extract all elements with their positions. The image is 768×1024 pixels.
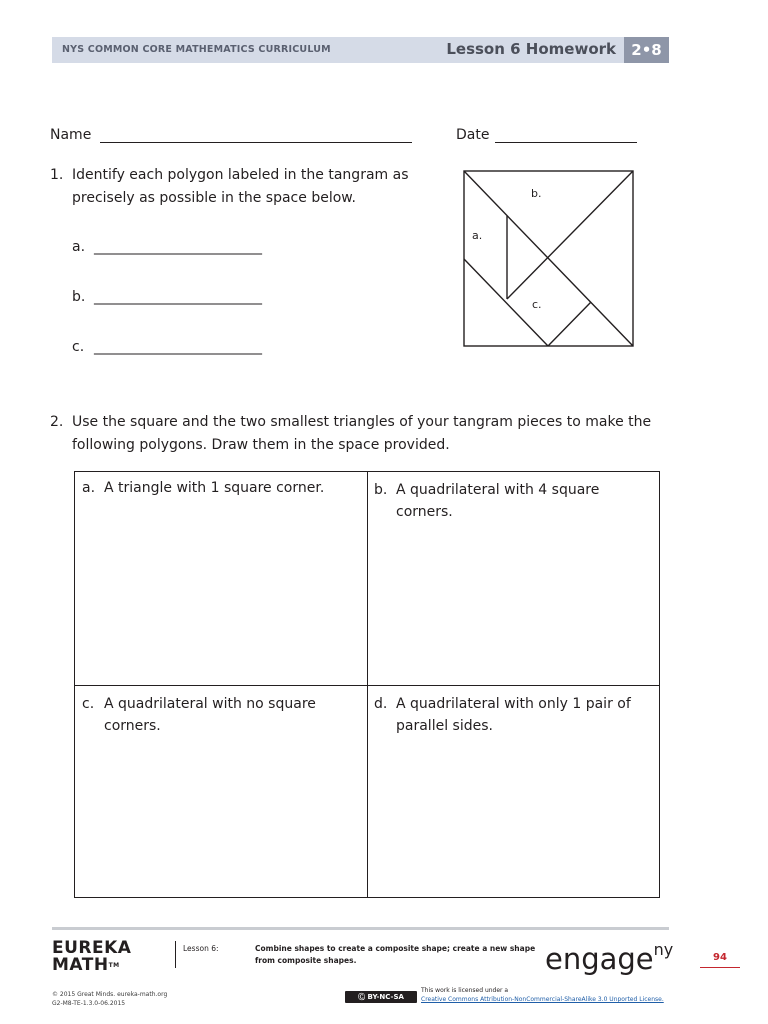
cell-c[interactable] [82, 693, 362, 737]
answer-c-letter: c. [72, 339, 85, 355]
problem-2-text-line2: following polygons. Draw them in the space provided. [72, 437, 450, 453]
license-link[interactable]: Creative Commons Attribution-NonCommercial-ShareAlike 3.0 Unported License. [421, 996, 664, 1003]
page-number-rule [700, 967, 740, 968]
curriculum-title: NYS COMMON CORE MATHEMATICS CURRICULUM [62, 44, 331, 55]
cell-b-line2: corners. [396, 504, 453, 520]
name-label: Name [50, 127, 92, 143]
cell-d-line1: A quadrilateral with only 1 pair of [396, 696, 631, 712]
answer-a-letter: a. [72, 239, 86, 255]
page-number: 94 [713, 952, 727, 963]
date-label: Date [456, 127, 490, 143]
cell-c-line1: A quadrilateral with no square [104, 696, 316, 712]
problem-1-text-line2: precisely as possible in the space below. [72, 190, 356, 206]
cc-badge-text: BY-NC-SA [367, 993, 404, 1001]
cell-b-line1: A quadrilateral with 4 square [396, 482, 600, 498]
cell-a-letter: a. [82, 480, 96, 496]
cc-icon: Ⓒ [358, 993, 368, 1001]
copyright-line2: G2-M8-TE-1.3.0-06.2015 [52, 1000, 126, 1007]
answer-b-letter: b. [72, 289, 86, 305]
footer-lesson-desc-line1: Combine shapes to create a composite shape; create a new shape [255, 944, 536, 953]
tangram-diagonal-upper [464, 171, 548, 258]
answer-b-blank[interactable]: ________________________ [94, 289, 262, 305]
brand-line1: EUREKA [52, 938, 132, 958]
tangram-figure [463, 170, 634, 347]
license-text: This work is licensed under a [421, 987, 509, 994]
copyright-line1: © 2015 Great Minds. eureka-math.org [52, 991, 168, 998]
problem-2-number: 2. [50, 414, 64, 430]
cell-a[interactable] [82, 477, 362, 499]
cell-c-letter: c. [82, 696, 95, 712]
eureka-math-logo: EUREKA MATH™ [52, 938, 132, 975]
engage-text: engage [545, 942, 654, 976]
tangram-label-c: c. [532, 298, 542, 311]
problem-1-text-line1: Identify each polygon labeled in the tangram as [72, 167, 409, 183]
name-line[interactable] [100, 142, 412, 143]
footer-divider [175, 941, 176, 968]
cc-license-badge[interactable] [345, 991, 417, 1003]
brand-line2: MATH [52, 955, 109, 975]
module-badge: 2•8 [624, 37, 669, 63]
tangram-label-a: a. [472, 229, 483, 242]
table-divider-horizontal [74, 685, 660, 686]
footer-rule [52, 927, 669, 930]
problem-2-text-line1: Use the square and the two smallest triangles of your tangram pieces to make the [72, 414, 652, 430]
cell-d-line2: parallel sides. [396, 718, 493, 734]
lesson-title: Lesson 6 Homework [446, 40, 616, 58]
date-line[interactable] [495, 142, 637, 143]
footer-lesson-desc-line2: from composite shapes. [255, 956, 357, 965]
tangram-square-edge [548, 302, 591, 346]
engage-sup: ny [653, 940, 674, 959]
cell-c-line2: corners. [104, 718, 161, 734]
tangram-label-b: b. [531, 187, 542, 200]
cell-d-letter: d. [374, 696, 388, 712]
engageny-logo [545, 940, 673, 976]
answer-a-blank[interactable]: ________________________ [94, 239, 262, 255]
cell-b[interactable] [374, 479, 654, 523]
footer-lesson-label: Lesson 6: [183, 944, 219, 953]
cell-d[interactable] [374, 693, 654, 737]
answer-c-blank[interactable]: ________________________ [94, 339, 262, 355]
cell-b-letter: b. [374, 482, 388, 498]
cell-a-line1: A triangle with 1 square corner. [104, 480, 325, 496]
copyright [52, 990, 167, 1008]
problem-1-number: 1. [50, 167, 64, 183]
